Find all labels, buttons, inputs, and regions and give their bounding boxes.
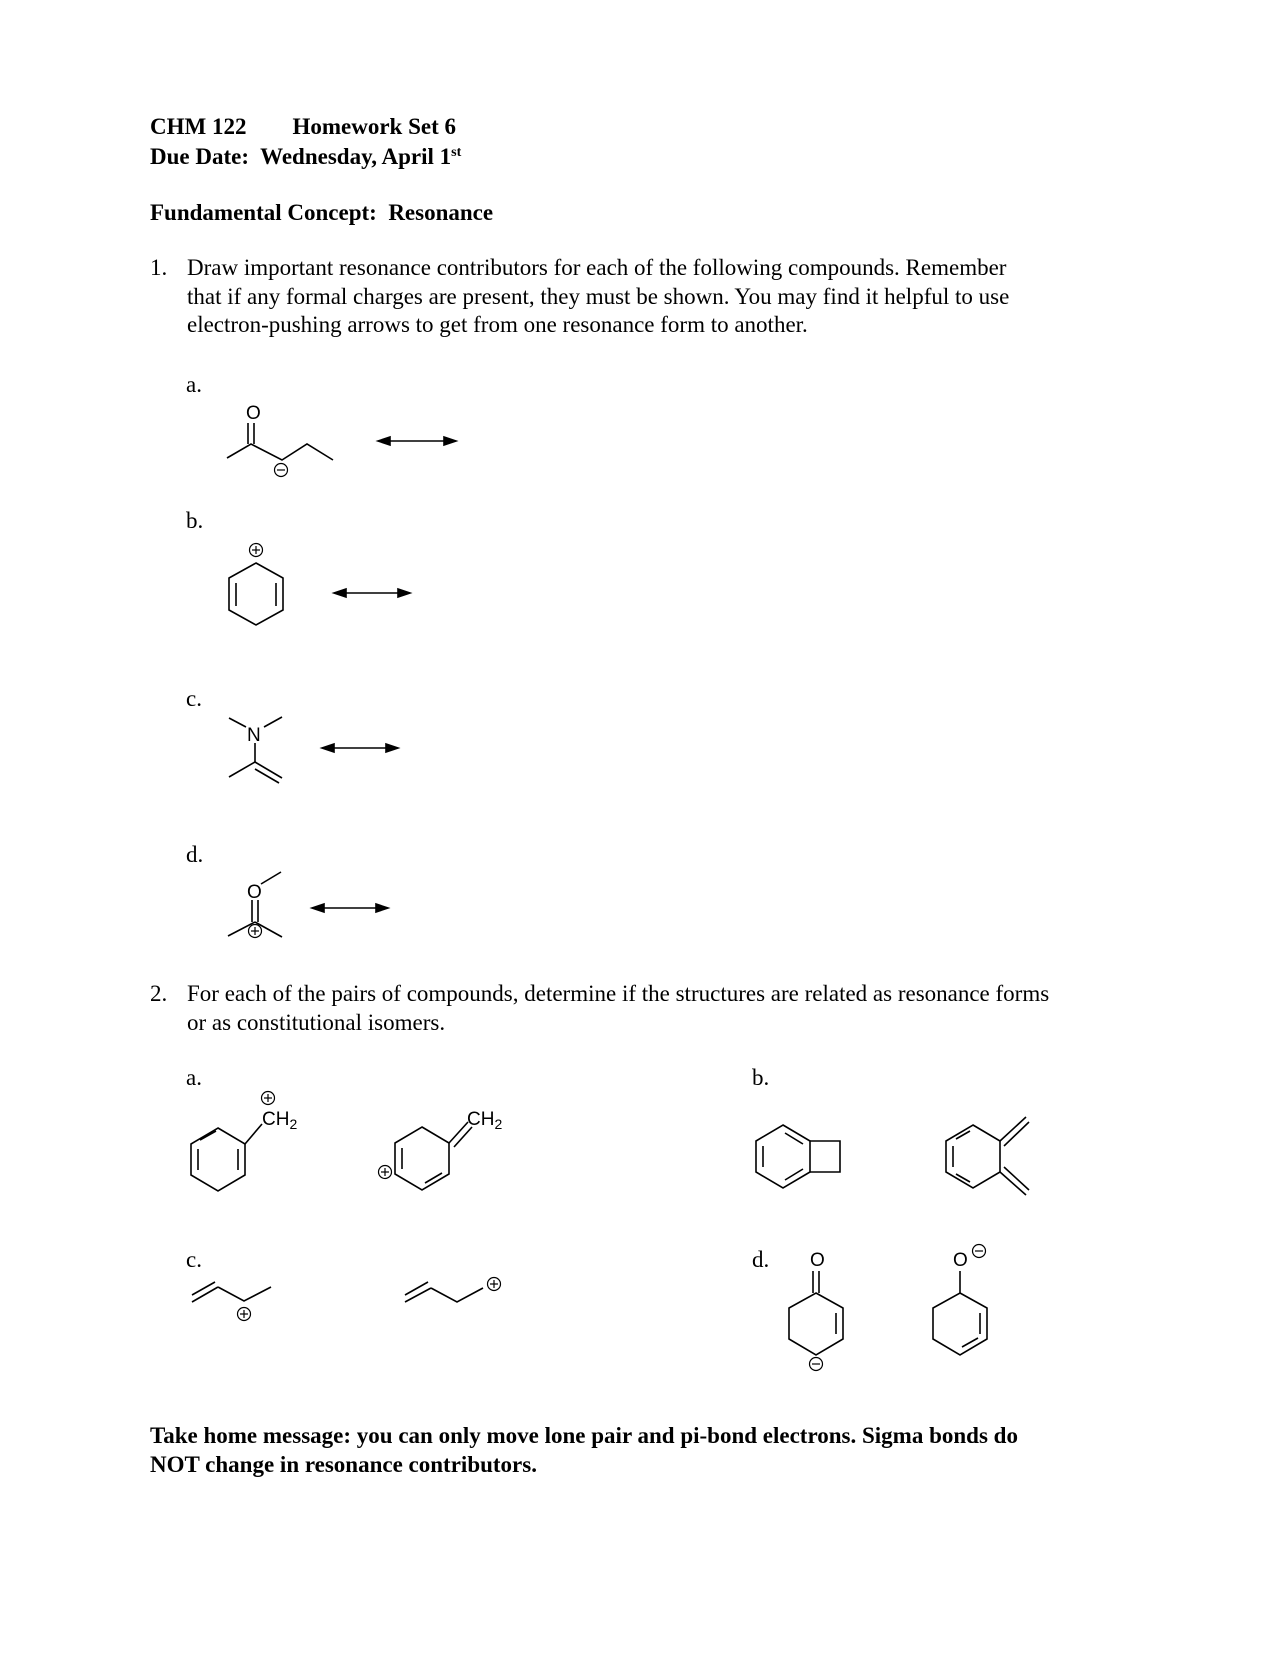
take-home-message (150, 1421, 1230, 1479)
q1-line-2: that if any formal charges are present, they must be shown. You may find it helpful to use (187, 283, 1010, 309)
q1-part-c-label: c. (186, 686, 202, 711)
q1-part-a-label: a. (186, 372, 202, 397)
due-suffix: st (451, 145, 462, 160)
ch2-label: $CH_2$ (262, 1109, 298, 1132)
q2-line-2: or as constitutional isomers. (187, 1009, 446, 1035)
q1-line-3: electron-pushing arrows to get from one resonance form to another. (187, 312, 808, 337)
oxygen-atom: O (953, 1250, 968, 1271)
message-line-2: NOT change in resonance contributors. (150, 1452, 537, 1477)
concept-value: Resonance (388, 200, 494, 225)
concept-label: Fundamental Concept: (150, 200, 377, 225)
q2-part-b-label: b. (752, 1065, 770, 1090)
six-ring (933, 1293, 987, 1355)
q1-part-b-label: b. (186, 508, 204, 533)
message-line-1: Take home message: you can only move lone pair and pi-bond electrons. Sigma bonds do (150, 1423, 1018, 1448)
set-title: Homework Set 6 (292, 114, 456, 139)
oxygen-atom: O (246, 403, 261, 424)
nitrogen-atom: N (247, 725, 261, 746)
q2-line-1: For each of the pairs of compounds, determine if the structures are related as resonance forms (187, 981, 1050, 1006)
q1-part-d-label: d. (186, 842, 204, 867)
q2-part-a-label: a. (186, 1065, 202, 1090)
q1-line-1: Draw important resonance contributors for each of the following compounds. Remember (187, 255, 1007, 280)
oxygen-atom: O (247, 882, 262, 903)
q2-part-d-label: d. (752, 1247, 770, 1272)
course-code: CHM 122 (150, 114, 247, 139)
q2-number: 2. (150, 981, 168, 1006)
ch2-label: $CH_2$ (467, 1109, 503, 1132)
q1-number: 1. (150, 255, 168, 280)
q2-part-c-label: c. (186, 1247, 202, 1272)
oxygen-atom: O (810, 1250, 825, 1271)
due-label: Due Date: (150, 144, 249, 169)
due-value: Wednesday, April 1 (260, 144, 452, 169)
